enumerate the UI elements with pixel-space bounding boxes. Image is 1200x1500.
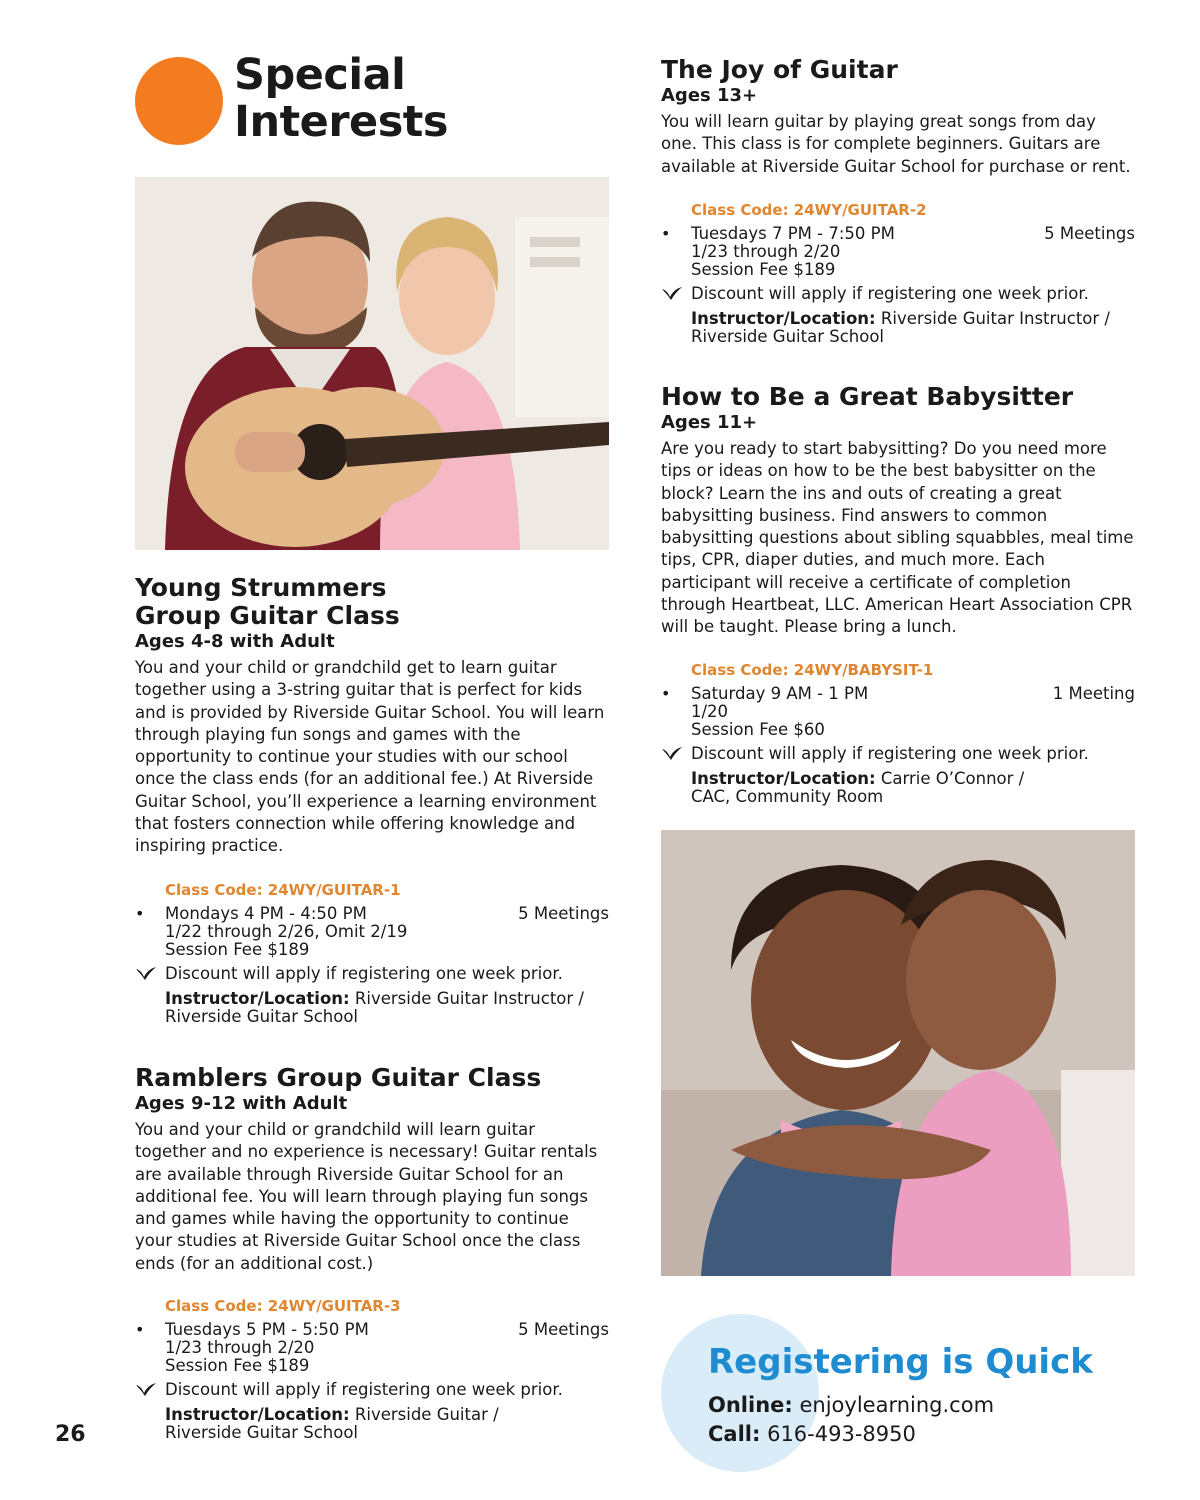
schedule-row [135,1320,609,1339]
class-code: Class Code: 24WY/BABYSIT-1 [691,661,934,679]
class-ages: Ages 9-12 with Adult [135,1093,348,1114]
page-number: 26 [55,1422,86,1447]
class-code: Class Code: 24WY/GUITAR-3 [165,1297,401,1315]
location-value: CAC, Community Room [691,787,884,806]
page-title-line2: Interests [234,97,448,147]
call-label: Call: [708,1422,761,1446]
schedule-dates: 1/23 through 2/20 [165,1338,315,1357]
class-title [135,574,609,630]
class-details-guitar-2 [661,201,1135,346]
father-daughter-guitar-photo [135,177,609,550]
schedule-time: Mondays 4 PM - 4:50 PM [165,904,367,923]
schedule-dates: 1/23 through 2/20 [691,242,841,261]
meetings-count: 5 Meetings [518,1320,609,1339]
discount-text: Discount will apply if registering one week prior. [165,1380,563,1399]
discount-text: Discount will apply if registering one week prior. [165,964,563,983]
header-orange-circle [135,57,223,145]
class-ramblers [135,1064,609,1275]
schedule-time: Tuesdays 5 PM - 5:50 PM [165,1320,369,1339]
instructor-location [691,310,1135,328]
class-description: Are you ready to start babysitting? Do you need more tips or ideas on how to be the best babysitter on the block? Learn the ins and outs of creating a great babysitting business. Find answers to common babysitting questions about sibling squabbles, meal time tips, CPR, diaper duties, and much more. Each participant will receive a certificate of completion through Heartbeat, LLC. American Heart Association CPR will be taught. Please bring a lunch. [661,439,1134,637]
class-description: You and your child or grandchild will learn guitar together and no experience is necessary! Guitar rentals are available through Riverside Guitar School for an additional fee. You will learn through playing fun songs and games while having the opportunity to continue your studies at Riverside Guitar School once the class ends (for an additional cost.) [135,1120,598,1273]
session-fee: Session Fee $60 [691,720,825,739]
class-details-babysit-1 [661,661,1135,806]
class-young-strummers [135,574,609,858]
discount-note [165,963,609,985]
instructor-location [165,990,609,1008]
bullet-icon: • [661,684,671,703]
instructor-value: Riverside Guitar Instructor / [354,989,584,1008]
register-online [708,1392,994,1418]
class-ages: Ages 11+ [661,412,758,433]
discount-text: Discount will apply if registering one week prior. [691,284,1089,303]
discount-note [165,1379,609,1401]
call-number[interactable]: 616-493-8950 [767,1422,916,1446]
class-ages: Ages 4-8 with Adult [135,631,335,652]
instructor-label: Instructor/Location: [165,1405,350,1424]
session-fee: Session Fee $189 [165,1356,310,1375]
schedule-row [661,684,1135,703]
class-description: You will learn guitar by playing great songs from day one. This class is for complete beginners. Guitars are available at Riverside Guitar School for purchase or rent. [661,112,1131,176]
instructor-label: Instructor/Location: [691,309,876,328]
instructor-location [691,770,1135,788]
meetings-count: 5 Meetings [1044,224,1135,243]
location-value: Riverside Guitar School [691,327,885,346]
online-link[interactable]: enjoylearning.com [799,1393,995,1417]
class-title: The Joy of Guitar [661,55,898,84]
class-title-line2: Group Guitar Class [135,601,400,630]
meetings-count: 5 Meetings [518,904,609,923]
sisters-hugging-photo [661,830,1135,1276]
instructor-value: Riverside Guitar Instructor / [880,309,1110,328]
class-title-line1: Young Strummers [135,573,387,602]
instructor-value: Riverside Guitar / [354,1405,499,1424]
bullet-icon: • [135,904,145,923]
session-fee: Session Fee $189 [165,940,310,959]
discount-checkmark-icon [135,965,157,981]
discount-checkmark-icon [661,285,683,301]
schedule-dates: 1/20 [691,702,729,721]
class-babysitter [661,383,1135,639]
discount-checkmark-icon [661,745,683,761]
class-description: You and your child or grandchild get to learn guitar together using a 3-string guitar that is perfect for kids and is provided by Riverside Guitar School. You will learn through playing fun songs and games with the opportunity to continue your studies with our school once the class ends (for an additional fee.) At Riverside Guitar School, you’ll experience a learning environment that fosters connection while offering knowledge and inspiring practice. [135,658,605,856]
discount-note [691,283,1135,305]
class-title: Ramblers Group Guitar Class [135,1063,542,1092]
online-label: Online: [708,1393,793,1417]
class-code: Class Code: 24WY/GUITAR-1 [165,881,401,899]
class-ages: Ages 13+ [661,85,758,106]
bullet-icon: • [135,1320,145,1339]
schedule-row [661,224,1135,243]
page-title [234,52,448,146]
class-details-guitar-3 [135,1297,609,1442]
instructor-label: Instructor/Location: [165,989,350,1008]
page-title-line1: Special [234,50,406,100]
session-fee: Session Fee $189 [691,260,836,279]
instructor-location [165,1406,609,1424]
meetings-count: 1 Meeting [1052,684,1135,703]
discount-checkmark-icon [135,1381,157,1397]
discount-note [691,743,1135,765]
discount-text: Discount will apply if registering one week prior. [691,744,1089,763]
schedule-row [135,904,609,923]
instructor-value: Carrie O’Connor / [880,769,1025,788]
location-value: Riverside Guitar School [165,1007,359,1026]
class-details-guitar-1 [135,881,609,1026]
class-joy-of-guitar [661,56,1135,178]
instructor-label: Instructor/Location: [691,769,876,788]
schedule-time: Tuesdays 7 PM - 7:50 PM [691,224,895,243]
register-call [708,1421,916,1447]
class-code: Class Code: 24WY/GUITAR-2 [691,201,927,219]
register-title: Registering is Quick [708,1342,1093,1382]
schedule-time: Saturday 9 AM - 1 PM [691,684,869,703]
location-value: Riverside Guitar School [165,1423,359,1442]
class-title: How to Be a Great Babysitter [661,382,1074,411]
bullet-icon: • [661,224,671,243]
schedule-dates: 1/22 through 2/26, Omit 2/19 [165,922,408,941]
